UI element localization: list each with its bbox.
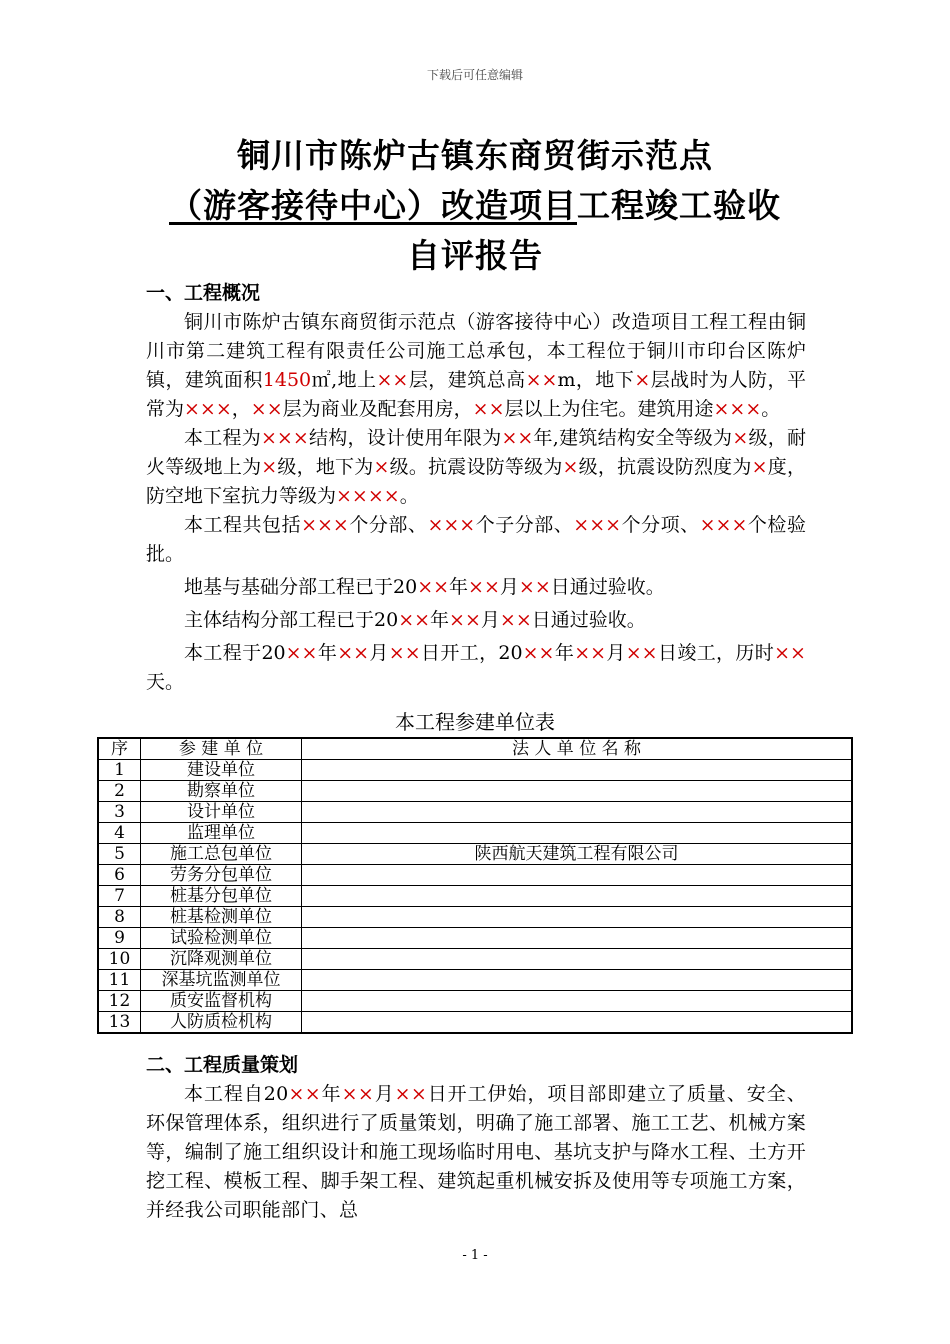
row-unit-type: 建设单位 (141, 760, 302, 781)
header-index: 序 (98, 738, 141, 760)
section-1 (146, 279, 806, 697)
header-unit-type: 参 建 单 位 (141, 738, 302, 760)
page-number: - 1 - (462, 1248, 488, 1263)
row-unit-type: 试验检测单位 (141, 928, 302, 949)
row-legal-name: 陕西航天建筑工程有限公司 (302, 844, 853, 865)
row-unit-type: 勘察单位 (141, 781, 302, 802)
overview-paragraph-1: 铜川市陈炉古镇东商贸街示范点（游客接待中心）改造项目工程工程由铜川市第二建筑工程有限责任公司施工总承包，本工程位于铜川市印台区陈炉镇，建筑面积1450㎡,地上××层，建筑总高××m，地下×层战时为人防，平常为×××，××层为商业及配套用房，××层以上为住宅。建筑用途×××。 (146, 311, 806, 420)
row-index: 5 (98, 844, 141, 865)
title-line-3: 自评报告 (407, 236, 543, 275)
row-unit-type: 人防质检机构 (141, 1012, 302, 1034)
row-index: 13 (98, 1012, 141, 1034)
row-index: 3 (98, 802, 141, 823)
row-legal-name (302, 781, 853, 802)
row-legal-name (302, 907, 853, 928)
overview-paragraph-6: 本工程于20××年××月××日开工，20××年××月××日竣工，历时××天。 (146, 642, 806, 693)
overview-paragraph-2: 本工程为×××结构，设计使用年限为××年,建筑结构安全等级为×级，耐火等级地上为×级，地下为×级。抗震设防等级为×级，抗震设防烈度为×度，防空地下室抗力等级为××××。 (146, 427, 806, 507)
row-index: 12 (98, 991, 141, 1012)
row-unit-type: 深基坑监测单位 (141, 970, 302, 991)
overview-paragraph-3: 本工程共包括×××个分部、×××个子分部、×××个分项、×××个检验批。 (146, 514, 806, 565)
section-1-heading: 一、工程概况 (146, 282, 261, 304)
table-row (98, 886, 852, 907)
table-caption: 本工程参建单位表 (395, 710, 555, 734)
table-row (98, 970, 852, 991)
table-row (98, 823, 852, 844)
row-legal-name (302, 865, 853, 886)
row-legal-name (302, 991, 853, 1012)
row-index: 2 (98, 781, 141, 802)
overview-paragraph-4: 地基与基础分部工程已于20××年××月××日通过验收。 (184, 576, 665, 598)
section-2 (146, 1051, 806, 1225)
table-row (98, 907, 852, 928)
row-unit-type: 桩基检测单位 (141, 907, 302, 928)
participating-units-table (97, 737, 853, 1034)
title-line-2 (0, 180, 950, 227)
overview-paragraph-5: 主体结构分部工程已于20××年××月××日通过验收。 (184, 609, 646, 631)
row-unit-type: 监理单位 (141, 823, 302, 844)
table-row (98, 760, 852, 781)
table-header-row (98, 738, 852, 760)
row-legal-name (302, 970, 853, 991)
row-legal-name (302, 802, 853, 823)
row-legal-name (302, 928, 853, 949)
row-legal-name (302, 823, 853, 844)
title-line-1: 铜川市陈炉古镇东商贸街示范点 (237, 136, 713, 175)
table-row (98, 844, 852, 865)
row-index: 6 (98, 865, 141, 886)
table-row (98, 865, 852, 886)
row-unit-type: 劳务分包单位 (141, 865, 302, 886)
row-unit-type: 设计单位 (141, 802, 302, 823)
table-row (98, 991, 852, 1012)
row-index: 8 (98, 907, 141, 928)
row-legal-name (302, 760, 853, 781)
table-row (98, 802, 852, 823)
title-line-2-underlined: （游客接待中心）改造项目 (169, 186, 577, 225)
row-unit-type: 沉降观测单位 (141, 949, 302, 970)
row-index: 10 (98, 949, 141, 970)
page-header: 下载后可任意编辑 (426, 68, 523, 82)
title-line-2-rest: 工程竣工验收 (577, 186, 781, 225)
table-row (98, 1012, 852, 1034)
row-index: 9 (98, 928, 141, 949)
row-legal-name (302, 886, 853, 907)
table-row (98, 928, 852, 949)
header-legal-name: 法 人 单 位 名 称 (302, 738, 853, 760)
quality-plan-paragraph: 本工程自20××年××月××日开工伊始，项目部即建立了质量、安全、环保管理体系，组织进行了质量策划，明确了施工部署、施工工艺、机械方案等，编制了施工组织设计和施工现场临时用电、基坑支护与降水工程、土方开挖工程、模板工程、脚手架工程、建筑起重机械安拆及使用等专项施工方案，并经我公司职能部门、总 (146, 1083, 806, 1221)
row-index: 4 (98, 823, 141, 844)
row-unit-type: 质安监督机构 (141, 991, 302, 1012)
row-legal-name (302, 1012, 853, 1034)
table-row (98, 949, 852, 970)
table-row (98, 781, 852, 802)
row-unit-type: 桩基分包单位 (141, 886, 302, 907)
row-unit-type: 施工总包单位 (141, 844, 302, 865)
section-2-heading: 二、工程质量策划 (146, 1054, 299, 1076)
row-index: 7 (98, 886, 141, 907)
row-index: 11 (98, 970, 141, 991)
row-index: 1 (98, 760, 141, 781)
row-legal-name (302, 949, 853, 970)
